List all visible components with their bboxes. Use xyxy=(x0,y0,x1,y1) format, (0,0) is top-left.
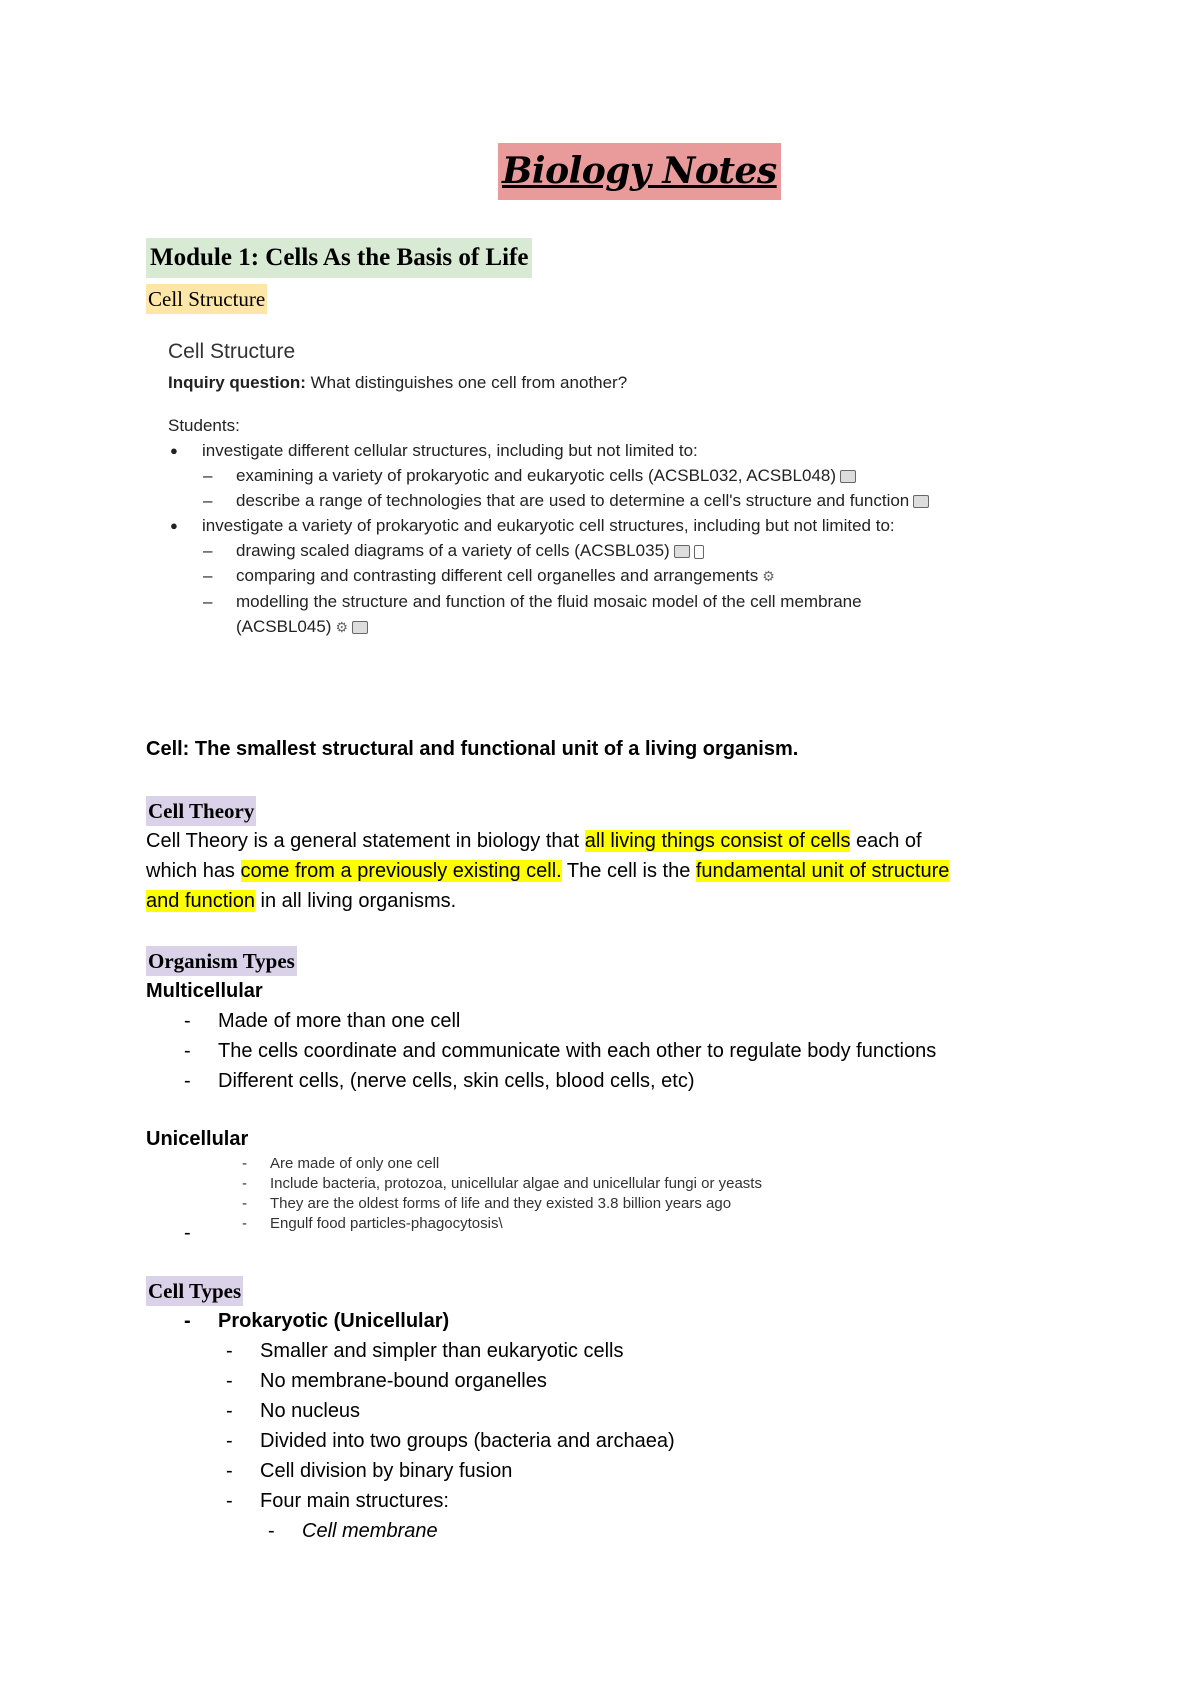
syllabus-item: – examining a variety of prokaryotic and eukaryotic cells (ACSBL032, ACSBL048) xyxy=(168,463,1068,488)
syllabus-excerpt xyxy=(168,340,1068,640)
phone-icon xyxy=(694,545,704,559)
cell-definition: Cell: The smallest structural and functional unit of a living organism. xyxy=(146,738,799,760)
unicellular-label: Unicellular xyxy=(146,1128,249,1150)
list-item: - Include bacteria, protozoa, unicellular algae and unicellular fungi or yeasts xyxy=(242,1175,762,1192)
cell-theory-heading: Cell Theory xyxy=(146,796,256,826)
cell-theory-line-3: and function in all living organisms. xyxy=(146,890,457,912)
list-item: - Smaller and simpler than eukaryotic cells xyxy=(226,1340,624,1362)
list-item: - Made of more than one cell xyxy=(184,1010,461,1032)
computer-icon xyxy=(913,495,929,508)
document-title: Biology Notes xyxy=(498,143,781,200)
inquiry-question xyxy=(168,370,1068,395)
cell-types-heading: Cell Types xyxy=(146,1276,243,1306)
highlight: come from a previously existing cell. xyxy=(240,860,562,882)
syllabus-item: – comparing and contrasting different cell organelles and arrangements ⚙ xyxy=(168,563,1068,589)
list-item: - Four main structures: xyxy=(226,1490,449,1512)
syllabus-title: Cell Structure xyxy=(168,340,296,363)
syllabus-item-continuation: (ACSBL045) ⚙ xyxy=(168,614,1068,640)
list-item: - Engulf food particles-phagocytosis\ xyxy=(242,1215,503,1232)
highlight: and function xyxy=(146,890,255,912)
list-item: - Different cells, (nerve cells, skin cells, blood cells, etc) xyxy=(184,1070,695,1092)
highlight: fundamental unit of structure xyxy=(695,860,950,882)
computer-icon xyxy=(352,621,368,634)
gear-icon: ⚙ xyxy=(335,619,348,635)
computer-icon xyxy=(840,470,856,483)
syllabus-bullet-2: ● investigate a variety of prokaryotic and eukaryotic cell structures, including but not limited to: xyxy=(168,513,1068,538)
multicellular-list xyxy=(146,1006,1146,1096)
syllabus-item: – modelling the structure and function of the fluid mosaic model of the cell membrane xyxy=(168,589,1068,614)
gear-icon: ⚙ xyxy=(762,568,775,584)
computer-icon xyxy=(674,545,690,558)
inquiry-text: What distinguishes one cell from another? xyxy=(305,373,628,392)
list-item: - Cell division by binary fusion xyxy=(226,1460,513,1482)
organism-types-heading: Organism Types xyxy=(146,946,297,976)
list-item: - The cells coordinate and communicate with each other to regulate body functions xyxy=(184,1040,937,1062)
syllabus-item: – describe a range of technologies that are used to determine a cell's structure and function xyxy=(168,488,1068,513)
cell-theory-paragraph xyxy=(146,826,1066,916)
cell-theory-line-2: which has come from a previously existing cell. The cell is the fundamental unit of structure xyxy=(146,860,950,882)
syllabus-bullet-1: ● investigate different cellular structures, including but not limited to: xyxy=(168,438,1068,463)
stray-dash: - xyxy=(184,1222,191,1244)
highlight: all living things consist of cells xyxy=(584,830,851,852)
list-item: - No membrane-bound organelles xyxy=(226,1370,547,1392)
list-item: - Are made of only one cell xyxy=(242,1155,440,1172)
module-heading: Module 1: Cells As the Basis of Life xyxy=(146,238,532,278)
list-item: - They are the oldest forms of life and they existed 3.8 billion years ago xyxy=(242,1195,732,1212)
unicellular-list xyxy=(146,1154,1046,1234)
cell-theory-line-1: Cell Theory is a general statement in biology that all living things consist of cells each of xyxy=(146,830,922,852)
list-item: - Cell membrane xyxy=(268,1520,438,1542)
cell-structure-heading: Cell Structure xyxy=(146,284,267,314)
prokaryotic-label: - Prokaryotic (Unicellular) xyxy=(184,1310,450,1332)
syllabus-item: – drawing scaled diagrams of a variety of cells (ACSBL035) xyxy=(168,538,1068,563)
multicellular-label: Multicellular xyxy=(146,980,263,1002)
students-label: Students: xyxy=(168,416,240,435)
cell-types-list xyxy=(146,1306,1146,1546)
inquiry-label: Inquiry question: xyxy=(168,373,306,392)
list-item: - Divided into two groups (bacteria and archaea) xyxy=(226,1430,675,1452)
list-item: - No nucleus xyxy=(226,1400,361,1422)
